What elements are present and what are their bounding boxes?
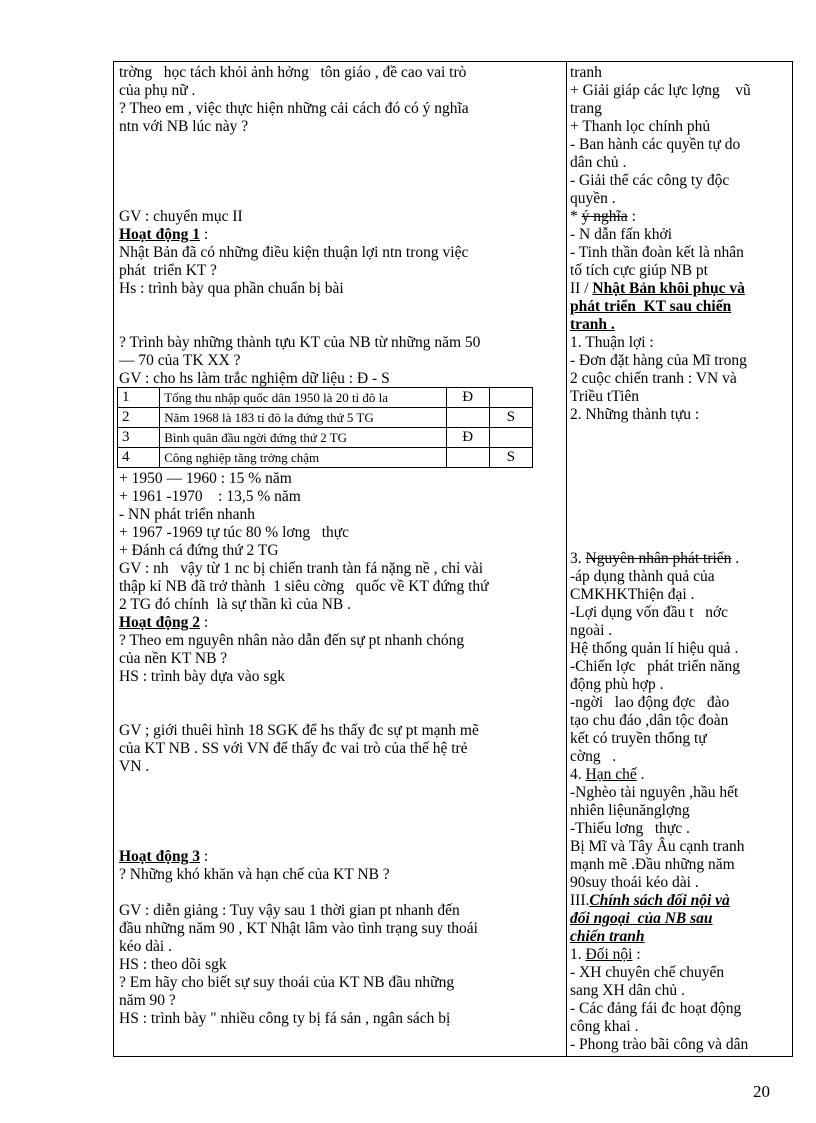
text-line: VN . [119,758,150,775]
causes-heading: 3. Nguyên nhân phát triển . [570,550,740,567]
text-line: phát triển KT ? [119,262,217,279]
section-2-heading-line: tranh . [570,316,615,333]
true-mark: Đ [446,388,489,408]
text-line: quyền . [570,190,616,207]
text-line: GV : nh vậy từ 1 nc bị chiến tranh tàn fá nặng nề , chỉ vài [119,560,484,577]
domestic-policy-heading: 1. Đối nội : [570,946,641,963]
text-line: GV ; giới thuêi hình 18 SGK để hs thấy đc sự pt mạnh mẽ [119,722,479,739]
table-row [118,388,533,408]
text-line: - Giải thể các công ty độc [570,172,730,189]
text-line: nhiên liệunănglợng [570,802,690,819]
statement: Bình quân đầu ngời đứng thứ 2 TG [160,428,446,448]
true-mark: Đ [446,428,489,448]
text-line: ntn với NB lúc này ? [119,118,249,135]
false-mark [489,428,532,448]
text-line: sang XH dân chủ . [570,982,685,999]
section-3-heading-line: đối ngoại của NB sau [570,910,713,927]
text-line: dân chủ . [570,154,627,171]
text-line: Triều tTiên [570,388,640,405]
text-line: tạo chu đáo ,dân tộc đoàn [570,712,729,729]
false-mark: S [489,448,532,468]
row-number: 3 [118,428,160,448]
text-line: - Các đảng fái đc hoạt động [570,1000,742,1017]
statement: Công nghiệp tăng trởng chậm [160,448,446,468]
text-line: ngoài . [570,622,613,639]
text-line: kéo dài . [119,938,172,955]
text-line: -Lợi dụng vốn đầu t nớc [570,604,729,621]
text-line: - Đơn đặt hàng của Mĩ trong [570,352,747,369]
statement: Tổng thu nhập quốc dân 1950 là 20 tỉ đô la [160,388,446,408]
table-row [118,448,533,468]
text-line: 1. Thuận lợi : [570,334,654,351]
text-line: 2 TG đó chính là sự thần kì của NB . [119,596,351,613]
text-line: của nền KT NB ? [119,650,228,667]
text-line: -Thiếu lơng thực . [570,820,690,837]
column-divider [566,61,567,1057]
text-line: - Phong trào bãi công và dân [570,1036,749,1053]
text-line: 2 cuộc chiến tranh : VN và [570,370,737,387]
false-mark [489,388,532,408]
text-line: - Ban hành các quyền tự do [570,136,741,153]
text-line: + 1950 — 1960 : 15 % năm [119,470,292,487]
activity-2-heading: Hoạt động 2 : [119,614,209,631]
section-3-heading-line: chiến tranh [570,928,645,945]
section-2-heading: II / Nhật Bản khôi phục và [570,280,745,297]
text-line: đầu những năm 90 , KT Nhật lâm vào tình trạng suy thoái [119,920,478,937]
page-number: 20 [753,1082,770,1101]
row-number: 2 [118,408,160,428]
text-line: ? Theo em nguyên nhân nào dẫn đến sự pt nhanh chóng [119,632,465,649]
text-line: -ngời lao động đợc đào [570,694,730,711]
text-line: Bị Mĩ và Tây Âu cạnh tranh [570,838,745,855]
text-line: động phù hợp . [570,676,664,693]
text-line: HS : trình bày " nhiều công ty bị fá sản , ngân sách bị [119,1010,451,1027]
text-line: thập kỉ NB đã trở thành 1 siêu cờng quốc về KT đứng thứ [119,578,489,595]
text-line: trang [570,100,602,117]
row-number: 1 [118,388,160,408]
activities-column [119,64,559,1028]
text-line: mạnh mẽ .Đầu những năm [570,856,735,873]
limitations-heading: 4. Hạn chế . [570,766,645,783]
text-line: của KT NB . SS với VN để thấy đc vai trò của thế hệ trẻ [119,740,468,757]
text-line: - XH chuyên chế chuyển [570,964,725,981]
true-false-quiz-table [117,387,533,468]
true-mark [446,408,489,428]
significance-heading: * ý nghĩa : [570,208,636,225]
text-line: — 70 của TK XX ? [119,352,241,369]
text-line: cờng . [570,748,617,765]
activity-3-heading: Hoạt động 3 : [119,848,209,865]
text-line: Nhật Bản đã có những điều kiện thuận lợi ntn trong việc [119,244,469,261]
section-2-heading-line: phát triển KT sau chiến [570,298,732,315]
text-line: kết có truyền thống tự [570,730,707,747]
false-mark: S [489,408,532,428]
text-line: -áp dụng thành quả của [570,568,715,585]
text-line: -Nghèo tài nguyên ,hầu hết [570,784,739,801]
text-line: tranh [570,64,602,81]
text-line: 90suy thoái kéo dài . [570,874,699,891]
text-line: -Chiến lợc phát triển năng [570,658,741,675]
table-row [118,428,533,448]
text-line: + 1967 -1969 tự túc 80 % lơng thực [119,524,350,541]
text-line: HS : theo dõi sgk [119,956,227,973]
text-line: + 1961 -1970 : 13,5 % năm [119,488,301,505]
true-mark [446,448,489,468]
statement: Năm 1968 là 183 tỉ đô la đứng thứ 5 TG [160,408,446,428]
text-line: ? Theo em , việc thực hiện những cải cách đó có ý nghĩa [119,100,469,117]
text-line: ? Những khó khăn và hạn chế của KT NB ? [119,866,390,883]
table-row [118,408,533,428]
content-column [570,64,788,1054]
text-line: + Thanh lọc chính phủ [570,118,711,135]
activity-1-heading: Hoạt động 1 : [119,226,209,243]
row-number: 4 [118,448,160,468]
text-line: - N dẫn fấn khởi [570,226,673,243]
text-line: của phụ nữ . [119,82,196,99]
text-line: GV : chuyển mục II [119,208,243,225]
text-line: - NN phát triển nhanh [119,506,256,523]
text-line: + Giải giáp các lực lợng vũ [570,82,751,99]
text-line: - Tinh thần đoàn kết là nhân [570,244,744,261]
text-line: trờng học tách khỏi ảnh hởng tôn giáo , đề cao vai trò [119,64,467,81]
text-line: + Đánh cá đứng thứ 2 TG [119,542,279,559]
text-line: Hệ thống quản lí hiệu quả . [570,640,739,657]
text-line: HS : trình bày dựa vào sgk [119,668,285,685]
text-line: năm 90 ? [119,992,176,1009]
text-line: công khai . [570,1018,639,1035]
text-line: Hs : trình bày qua phần chuẩn bị bài [119,280,344,297]
section-3-heading: III.Chính sách đối nội và [570,892,730,909]
text-line: ? Trình bày những thành tựu KT của NB từ những năm 50 [119,334,481,351]
text-line: ? Em hãy cho biết sự suy thoái của KT NB đầu những [119,974,455,991]
text-line: GV : diễn giảng : Tuy vậy sau 1 thời gian pt nhanh đến [119,902,460,919]
text-line: 2. Những thành tựu : [570,406,700,423]
text-line: tố tích cực giúp NB pt [570,262,708,279]
text-line: CMKHKThiện đại . [570,586,695,603]
text-line: GV : cho hs làm trắc nghiệm dữ liệu : Đ - S [119,370,390,387]
